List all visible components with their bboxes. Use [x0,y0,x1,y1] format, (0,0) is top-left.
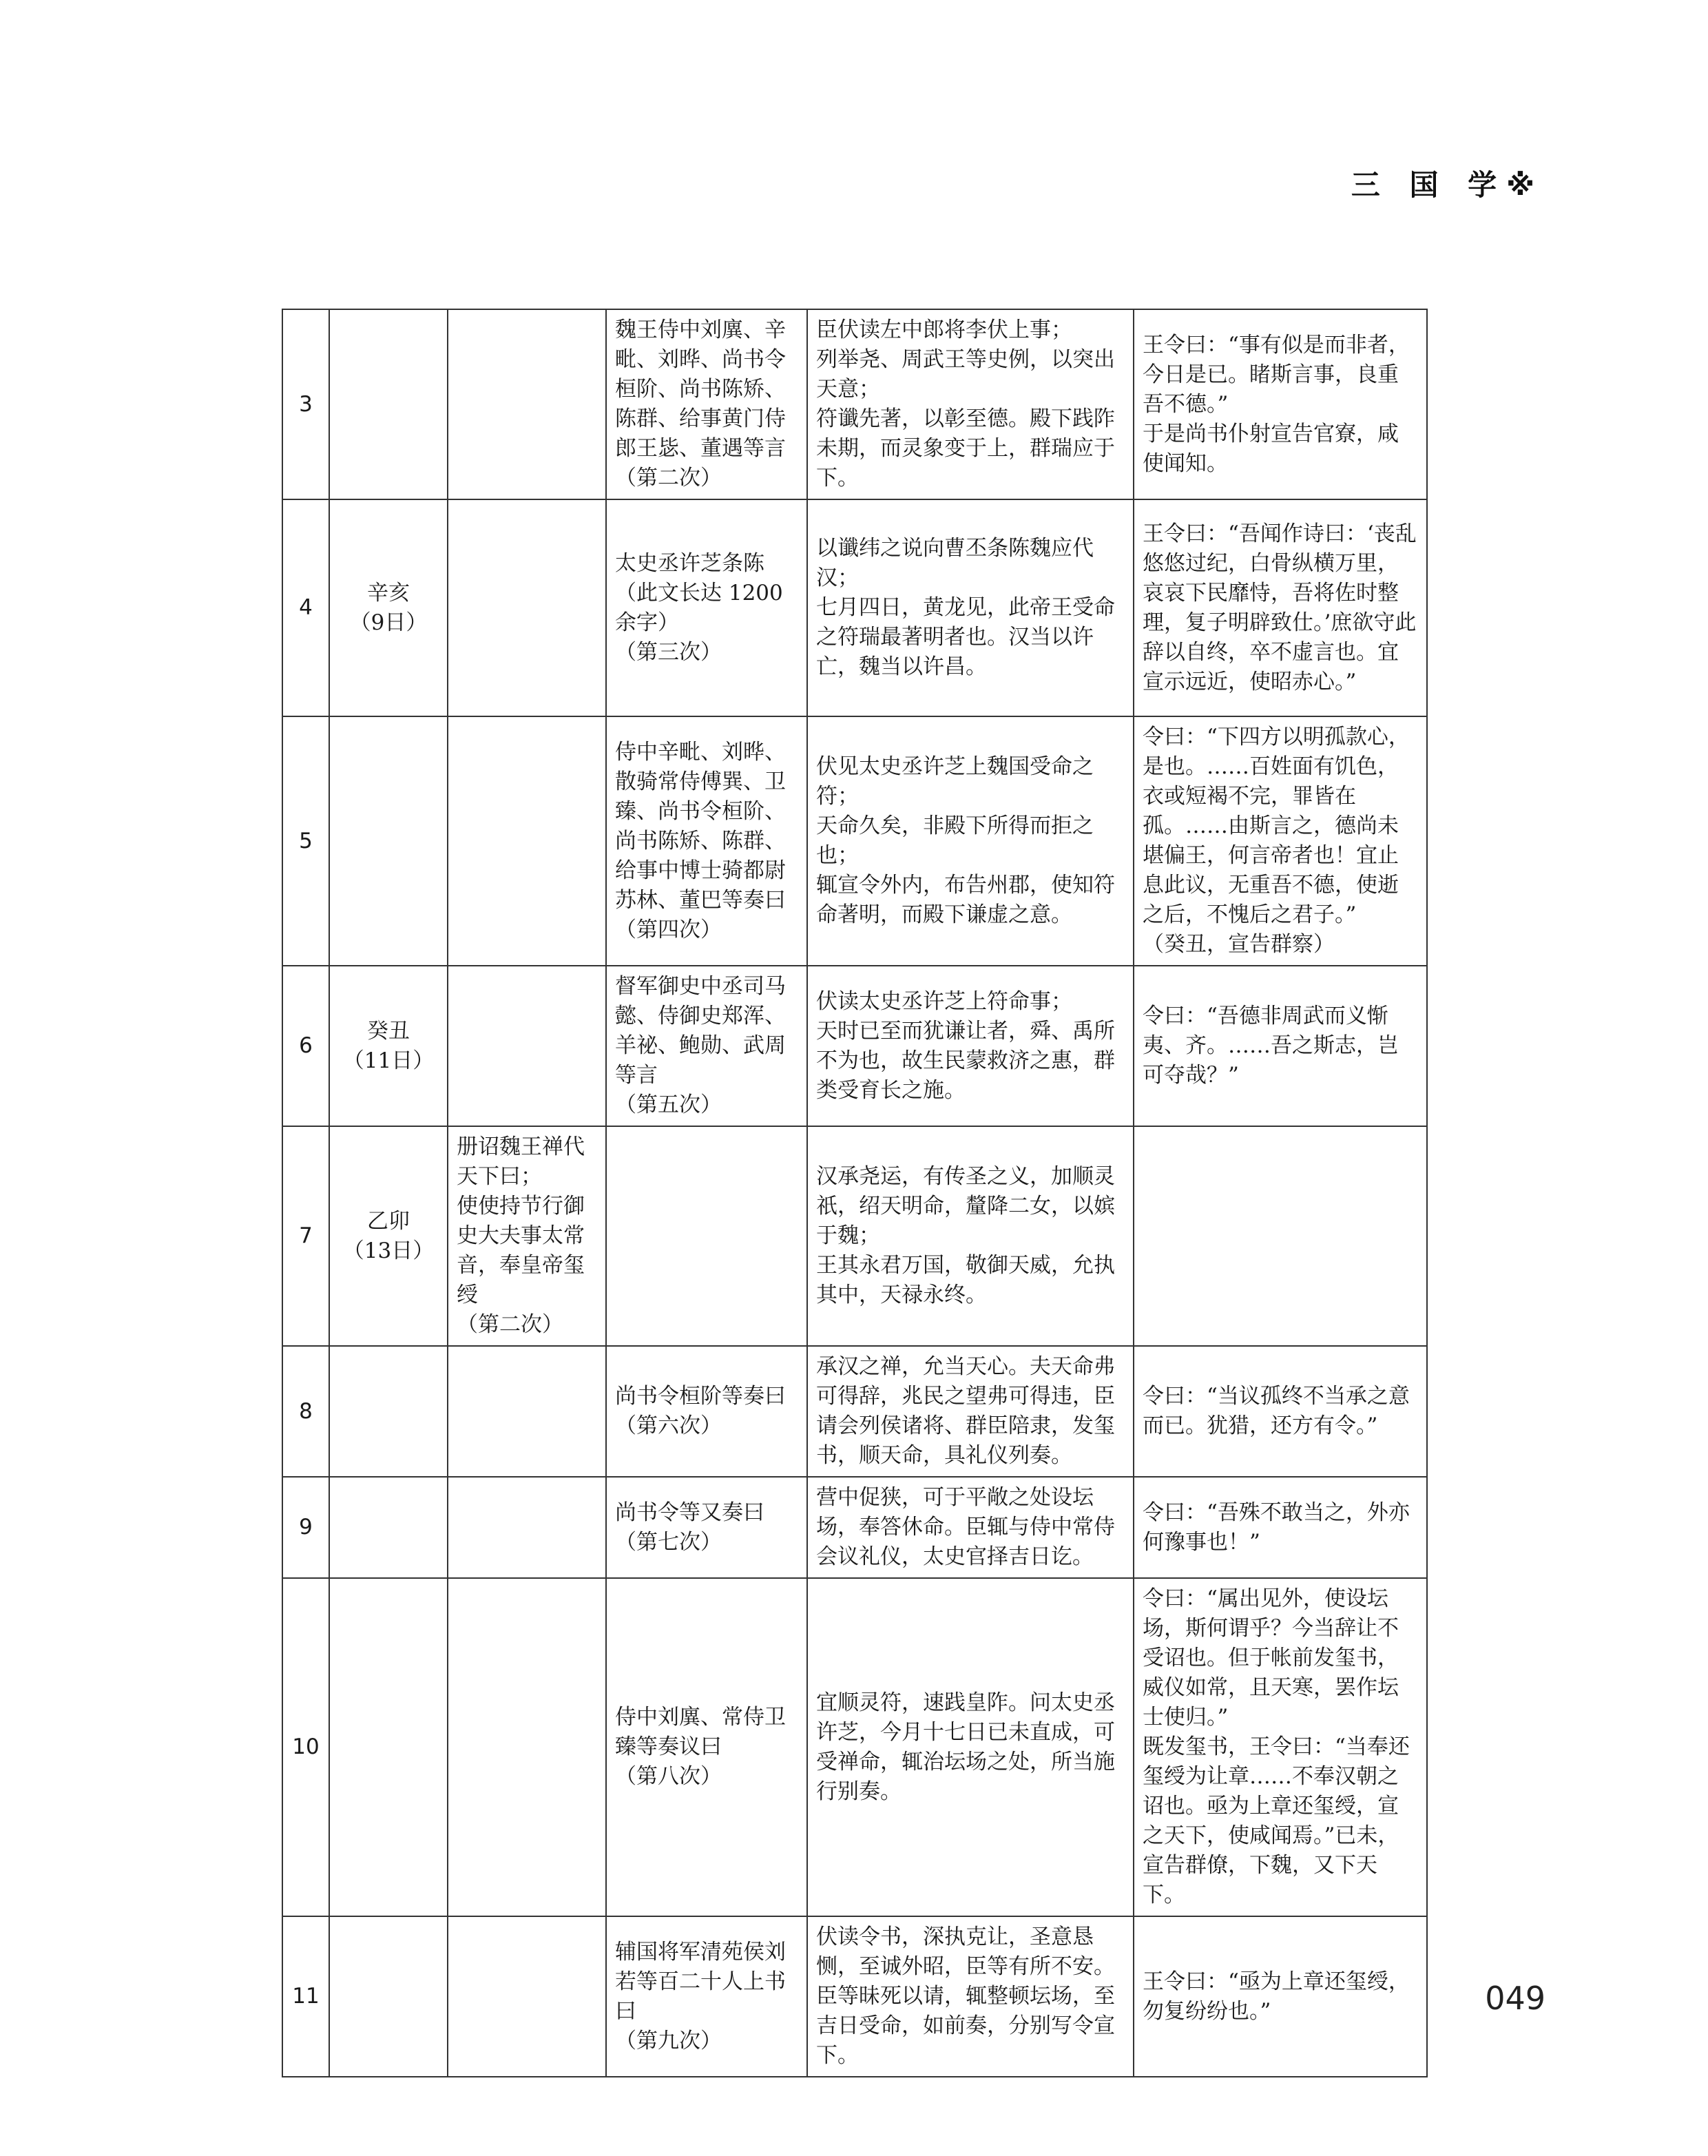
content-cell-line: 臣伏读左中郎将李伏上事； [816,318,1072,342]
edict-cell [448,1916,606,2077]
reply-cell [1134,1916,1427,2077]
content-cell [807,966,1134,1126]
petitioner-cell [606,966,807,1126]
reply-cell [1134,499,1427,716]
petitioner-cell-line: 魏王侍中刘廙、辛毗、刘晔、尚书令桓阶、尚书陈矫、陈群、给事黄门侍郎王毖、董遇等言 [615,318,786,461]
row-number: 11 [282,1916,329,2077]
content-cell [807,1578,1134,1916]
petitioner-cell [606,1916,807,2077]
date-cell [329,966,448,1126]
reply-cell [1134,1578,1427,1916]
content-cell-line: 列举尧、周武王等史例，以突出天意； [816,347,1115,402]
petitioner-cell [606,309,807,499]
date-cell [329,1578,448,1916]
reply-cell-line: 令曰：“下四方以明孤款心，是也。……百姓面有饥色，衣或短褐不完，罪皆在孤。……由斯言之，德尚未堪偏王，何言帝者也！宜止息此议，无重吾不德，使逝之后，不愧后之君子。” [1143,725,1410,927]
petitioner-cell-line: 侍中刘廙、常侍卫臻等奏议曰 [615,1705,786,1759]
date-cell [329,1916,448,2077]
edict-cell [448,499,606,716]
reply-cell-line: 令曰：“吾德非周武而义惭夷、齐。……吾之斯志，岂可夺哉？” [1143,1004,1399,1088]
row-number: 8 [282,1346,329,1477]
date-cell [329,716,448,966]
row-number: 3 [282,309,329,499]
reply-cell-line: 令曰：“属出见外，使设坛场，斯何谓乎？今当辞让不受诏也。但于帐前发玺书，威仪如常，且天寒，罢作坛士使归。” [1143,1586,1399,1730]
content-cell-line: 伏读令书，深执克让，圣意恳恻，至诚外昭，臣等有所不安。臣等昧死以请，辄整顿坛场，至吉日受命，如前奏，分别写令宣下。 [816,1925,1115,2068]
edict-cell [448,716,606,966]
row-number: 5 [282,716,329,966]
petitioner-cell-line: 督军御史中丞司马懿、侍御史郑浑、羊祕、鲍勋、武周等言 [615,974,786,1088]
petitioner-cell [606,1578,807,1916]
reply-cell-line: （癸丑，宣告群察） [1143,932,1335,957]
reply-cell [1134,716,1427,966]
content-cell-line: 辄宣令外内，布告州郡，使知符命著明，而殿下谦虚之意。 [816,873,1115,927]
petitioner-cell [606,499,807,716]
date-cell [329,499,448,716]
table-row [282,1346,1427,1477]
date-cell-line: 癸丑 [367,1018,410,1044]
content-cell-line: 王其永君万国，敬御天威，允执其中，天禄永终。 [816,1253,1115,1307]
content-cell-line: 以谶纬之说向曹丕条陈魏应代汉； [816,536,1094,590]
date-cell [329,1126,448,1346]
petitioner-cell-line: （第四次） [615,917,722,942]
content-cell [807,499,1134,716]
edict-cell [448,1346,606,1477]
petitioner-cell-line: 尚书令等又奏曰 [615,1500,764,1525]
content-cell [807,1126,1134,1346]
content-cell-line: 伏见太史丞许芝上魏国受命之符； [816,754,1094,809]
table-row [282,499,1427,716]
petitioner-cell-line: （第二次） [615,466,722,490]
reply-cell-line: 于是尚书仆射宣告官寮，咸使闻知。 [1143,421,1399,476]
reply-cell [1134,966,1427,1126]
content-cell [807,1346,1134,1477]
reply-cell-line: 令曰：“吾殊不敢当之，外亦何豫事也！” [1143,1500,1410,1555]
content-cell-line: 符谶先著，以彰至德。殿下践阼未期，而灵象变于上，群瑞应于下。 [816,406,1115,490]
table-row [282,966,1427,1126]
edict-cell [448,309,606,499]
reply-cell-line: 王令曰：“亟为上章还玺绶，勿复纷纷也。” [1143,1969,1410,2024]
reply-cell [1134,1126,1427,1346]
edict-cell-line: 使使持节行御史大夫事太常音，奉皇帝玺绶 [457,1194,585,1307]
edict-cell-line: （第二次） [457,1312,563,1337]
table-row [282,1126,1427,1346]
table-body [282,309,1427,2077]
date-cell-line: 乙卯 [367,1208,410,1234]
content-cell [807,1477,1134,1578]
reply-cell-line: 令曰：“当议孤终不当承之意而已。犹猎，还方有令。” [1143,1384,1410,1438]
row-number: 4 [282,499,329,716]
petitioner-cell-line: （第七次） [615,1529,722,1555]
table-row [282,1916,1427,2077]
petitioner-cell-line: 侍中辛毗、刘晔、散骑常侍傅巽、卫臻、尚书令桓阶、尚书陈矫、陈群、给事中博士骑都尉苏林、董巴等奏曰 [615,739,786,913]
date-cell [329,309,448,499]
reply-cell-line: 王令曰：“事有似是而非者，今日是已。睹斯言事，良重吾不德。” [1143,332,1410,417]
edict-cell [448,1126,606,1346]
content-cell [807,309,1134,499]
edict-cell [448,1477,606,1578]
petitioner-cell [606,1346,807,1477]
reply-cell [1134,309,1427,499]
date-cell-line: （9日） [349,610,428,635]
table-row [282,1477,1427,1578]
petitioner-cell-line: （此文长达 1200 余字） [615,580,783,635]
table-row [282,1578,1427,1916]
table-row [282,309,1427,499]
content-cell-line: 宜顺灵符，速践皇阼。问太史丞许芝，今月十七日已未直成，可受禅命，辄治坛场之处，所当施行别奏。 [816,1690,1115,1804]
petitioner-cell [606,1126,807,1346]
reply-cell [1134,1477,1427,1578]
edict-cell-line: 册诏魏王禅代天下曰； [457,1134,585,1189]
row-number: 9 [282,1477,329,1578]
edict-cell [448,1578,606,1916]
row-number: 7 [282,1126,329,1346]
petitioner-cell-line: 尚书令桓阶等奏曰 [615,1384,786,1409]
abdication-table [282,309,1428,2077]
petitioner-cell [606,1477,807,1578]
content-cell-line: 天时已至而犹谦让者，舜、禹所不为也，故生民蒙救济之惠，群类受育长之施。 [816,1018,1115,1103]
petitioner-cell [606,716,807,966]
petitioner-cell-line: （第八次） [615,1764,722,1789]
content-cell-line: 承汉之禅，允当天心。夫天命弗可得辞，兆民之望弗可得违，臣请会列侯诸将、群臣陪隶，发玺书，顺天命，具礼仪列奏。 [816,1354,1115,1468]
content-cell-line: 七月四日，黄龙见，此帝王受命之符瑞最著明者也。汉当以许亡，魏当以许昌。 [816,595,1115,679]
petitioner-cell-line: （第五次） [615,1092,722,1117]
date-cell [329,1477,448,1578]
row-number: 10 [282,1578,329,1916]
petitioner-cell-line: （第九次） [615,2028,722,2053]
page-number: 049 [1485,1980,1545,2017]
edict-cell [448,966,606,1126]
running-header: 三 国 学※ [1351,168,1544,202]
reply-cell [1134,1346,1427,1477]
content-cell [807,1916,1134,2077]
content-cell-line: 营中促狭，可于平敞之处设坛场，奉答休命。臣辄与侍中常侍会议礼仪，太史官择吉日讫。 [816,1485,1115,1569]
petitioner-cell-line: 太史丞许芝条陈 [615,550,764,576]
petitioner-cell-line: （第六次） [615,1413,722,1438]
date-cell-line: （13日） [342,1238,435,1263]
petitioner-cell-line: （第三次） [615,639,722,665]
date-cell [329,1346,448,1477]
reply-cell-line: 既发玺书，王令曰：“当奉还玺绶为让章……不奉汉朝之诏也。亟为上章还玺绶，宣之天下，使咸闻焉。”已未，宣告群僚，下魏，又下天下。 [1143,1734,1410,1907]
date-cell-line: （11日） [342,1048,435,1073]
content-cell-line: 伏读太史丞许芝上符命事； [816,988,1072,1014]
content-cell [807,716,1134,966]
content-cell-line: 天命久矣，非殿下所得而拒之也； [816,813,1094,868]
table-row [282,716,1427,966]
reply-cell-line: 王令曰：“吾闻作诗曰：‘丧乱悠悠过纪，白骨纵横万里，哀哀下民靡恃，吾将佐时整理，复子明辟致仕。’庶欲守此辞以自终，卒不虚言也。宜宣示远近，使昭赤心。” [1143,521,1417,694]
date-cell-line: 辛亥 [367,580,410,605]
row-number: 6 [282,966,329,1126]
petitioner-cell-line: 辅国将军清苑侯刘若等百二十人上书曰 [615,1939,786,2024]
content-cell-line: 汉承尧运，有传圣之义，加顺灵祇，绍天明命，釐降二女，以嫔于魏； [816,1164,1115,1248]
